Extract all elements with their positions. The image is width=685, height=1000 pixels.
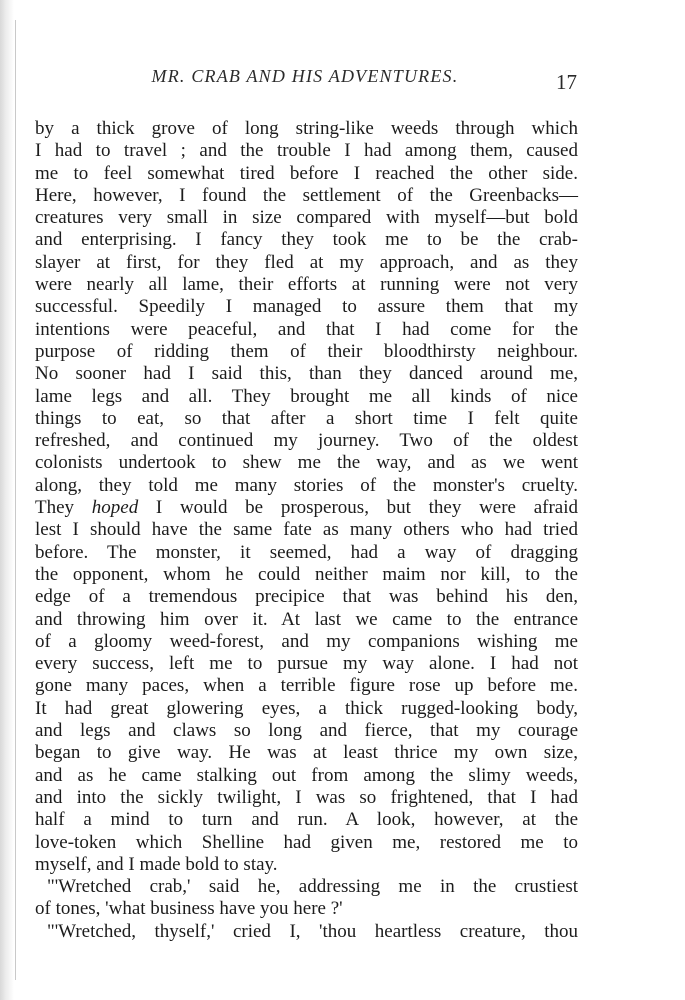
- text-line: No sooner had I said this, than they danced around me,: [35, 363, 578, 385]
- text-line: and as he came stalking out from among the slimy weeds,: [35, 764, 578, 786]
- text-line: refreshed, and continued my journey. Two of the oldest: [35, 430, 578, 452]
- text-line: edge of a tremendous precipice that was behind his den,: [35, 586, 578, 608]
- text-line: love-token which Shelline had given me, restored me to: [35, 831, 578, 853]
- text-line: along, they told me many stories of the monster's cruelty.: [35, 474, 578, 496]
- text-line: by a thick grove of long string-like weeds through which: [35, 118, 578, 139]
- text-line-hoped: [35, 497, 578, 519]
- text-line: successful. Speedily I managed to assure them that my: [35, 296, 578, 318]
- text-line: myself, and I made bold to stay.: [35, 853, 278, 875]
- text-line: of tones, 'what business have you here ?': [35, 898, 343, 920]
- text-line: before. The monster, it seemed, had a way of dragging: [35, 541, 578, 563]
- text-segment: I would be prosperous, but they were afraid: [138, 497, 579, 519]
- text-line: the opponent, whom he could neither maim nor kill, to the: [35, 563, 578, 585]
- text-line: began to give way. He was at least thrice my own size,: [35, 742, 578, 764]
- text-line: lame legs and all. They brought me all kinds of nice: [35, 385, 578, 407]
- page-number: 17: [556, 70, 577, 94]
- italic-word: hoped: [91, 497, 139, 519]
- text-line: "'Wretched crab,' said he, addressing me in the crustiest: [47, 876, 578, 898]
- text-line: gone many paces, when a terrible figure rose up before me.: [35, 675, 578, 697]
- text-line: I had to travel ; and the trouble I had among them, caused: [35, 140, 578, 162]
- text-line: and enterprising. I fancy they took me to be the crab-: [35, 229, 578, 251]
- text-line: and legs and claws so long and fierce, that my courage: [35, 720, 578, 742]
- text-line: colonists undertook to shew me the way, and as we went: [35, 452, 578, 474]
- book-spine-shadow: [0, 0, 14, 1000]
- text-line: and throwing him over it. At last we came to the entrance: [35, 608, 578, 630]
- text-line: Here, however, I found the settlement of the Greenbacks—: [35, 184, 578, 206]
- text-line: "'Wretched, thyself,' cried I, 'thou heartless creature, thou: [47, 920, 578, 942]
- text-line: lest I should have the same fate as many others who had tried: [35, 519, 578, 541]
- text-segment: They: [35, 497, 92, 519]
- text-line: of a gloomy weed-forest, and my companions wishing me: [35, 630, 578, 652]
- text-line: and into the sickly twilight, I was so frightened, that I had: [35, 786, 578, 808]
- text-line: creatures very small in size compared with myself—but bold: [35, 207, 578, 229]
- body-text: [35, 118, 578, 943]
- text-line: things to eat, so that after a short time I felt quite: [35, 407, 578, 429]
- text-line: were nearly all lame, their efforts at running were not very: [35, 274, 578, 296]
- text-line: every success, left me to pursue my way alone. I had not: [35, 653, 578, 675]
- running-title: MR. CRAB AND HIS ADVENTURES.: [151, 66, 459, 86]
- text-line: slayer at first, for they fled at my approach, and as they: [35, 251, 578, 273]
- text-line: purpose of ridding them of their bloodthirsty neighbour.: [35, 340, 578, 362]
- text-line: intentions were peaceful, and that I had come for the: [35, 318, 578, 340]
- text-line: half a mind to turn and run. A look, however, at the: [35, 809, 578, 831]
- text-line: me to feel somewhat tired before I reached the other side.: [35, 162, 578, 184]
- page-gutter-edge: [15, 20, 16, 980]
- text-line: It had great glowering eyes, a thick rugged-looking body,: [35, 697, 578, 719]
